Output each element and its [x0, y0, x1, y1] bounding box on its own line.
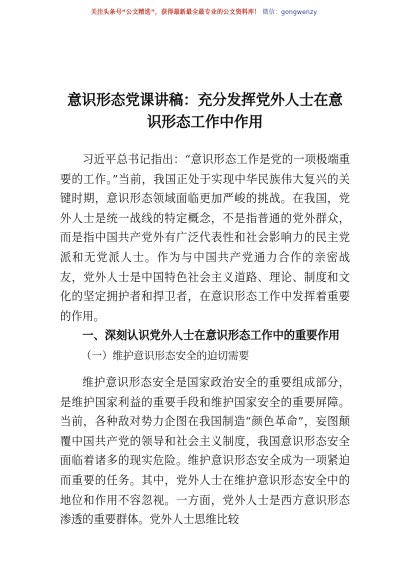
- banner-wechat-text: 微信：gongwenzy: [262, 9, 318, 16]
- intro-paragraph-block: [60, 150, 350, 326]
- header-banner: [0, 7, 408, 16]
- banner-promo-text: 关注头条号“公文精选”，获得最新最全最专业的公文资料库！: [90, 9, 261, 16]
- body-paragraph-block: [60, 373, 350, 530]
- subsection-heading-1: （一）维护意识形态安全的迫切需要: [81, 350, 249, 362]
- body-paragraph: 维护意识形态安全是国家政治安全的重要组成部分，是维护国家利益的重要手段和维护国家安全的重要屏障。当前，各种敌对势力企图在我国制造“颜色革命”，妄图颠覆中国共产党的领导和社会主义制度，我国意识形态安全面临着诸多的现实危险。维护意识形态安全成为一项紧迫而重要的任务。其中，党外人士在维护意识形态安全中的地位和作用不容忽视。一方面，党外人士是西方意识形态渗透的重要群体。党外人士思维比较: [60, 376, 350, 527]
- title-line-1: 意识形态党课讲稿：充分发挥党外人士在意: [67, 93, 343, 109]
- document-title: [60, 90, 350, 134]
- title-line-2: 识形态工作中作用: [147, 115, 263, 131]
- intro-paragraph: 习近平总书记指出：“意识形态工作是党的一项极端重要的工作。”当前，我国正处于实现中华民族伟大复兴的关键时期，意识形态领域面临更加严峻的挑战。在我国，党外人士是统一战线的特定概念，不是指普通的党外群众，而是指中国共产党外有广泛代表性和社会影响力的民主党派和无党派人士。作为与中国共产党通力合作的亲密战友，党外人士是中国特色社会主义道路、理论、制度和文化的坚定拥护者和捍卫者，在意识形态工作中发挥着重要的作用。: [60, 153, 350, 323]
- section-heading-1: 一、深刻认识党外人士在意识形态工作中的重要作用: [82, 329, 340, 342]
